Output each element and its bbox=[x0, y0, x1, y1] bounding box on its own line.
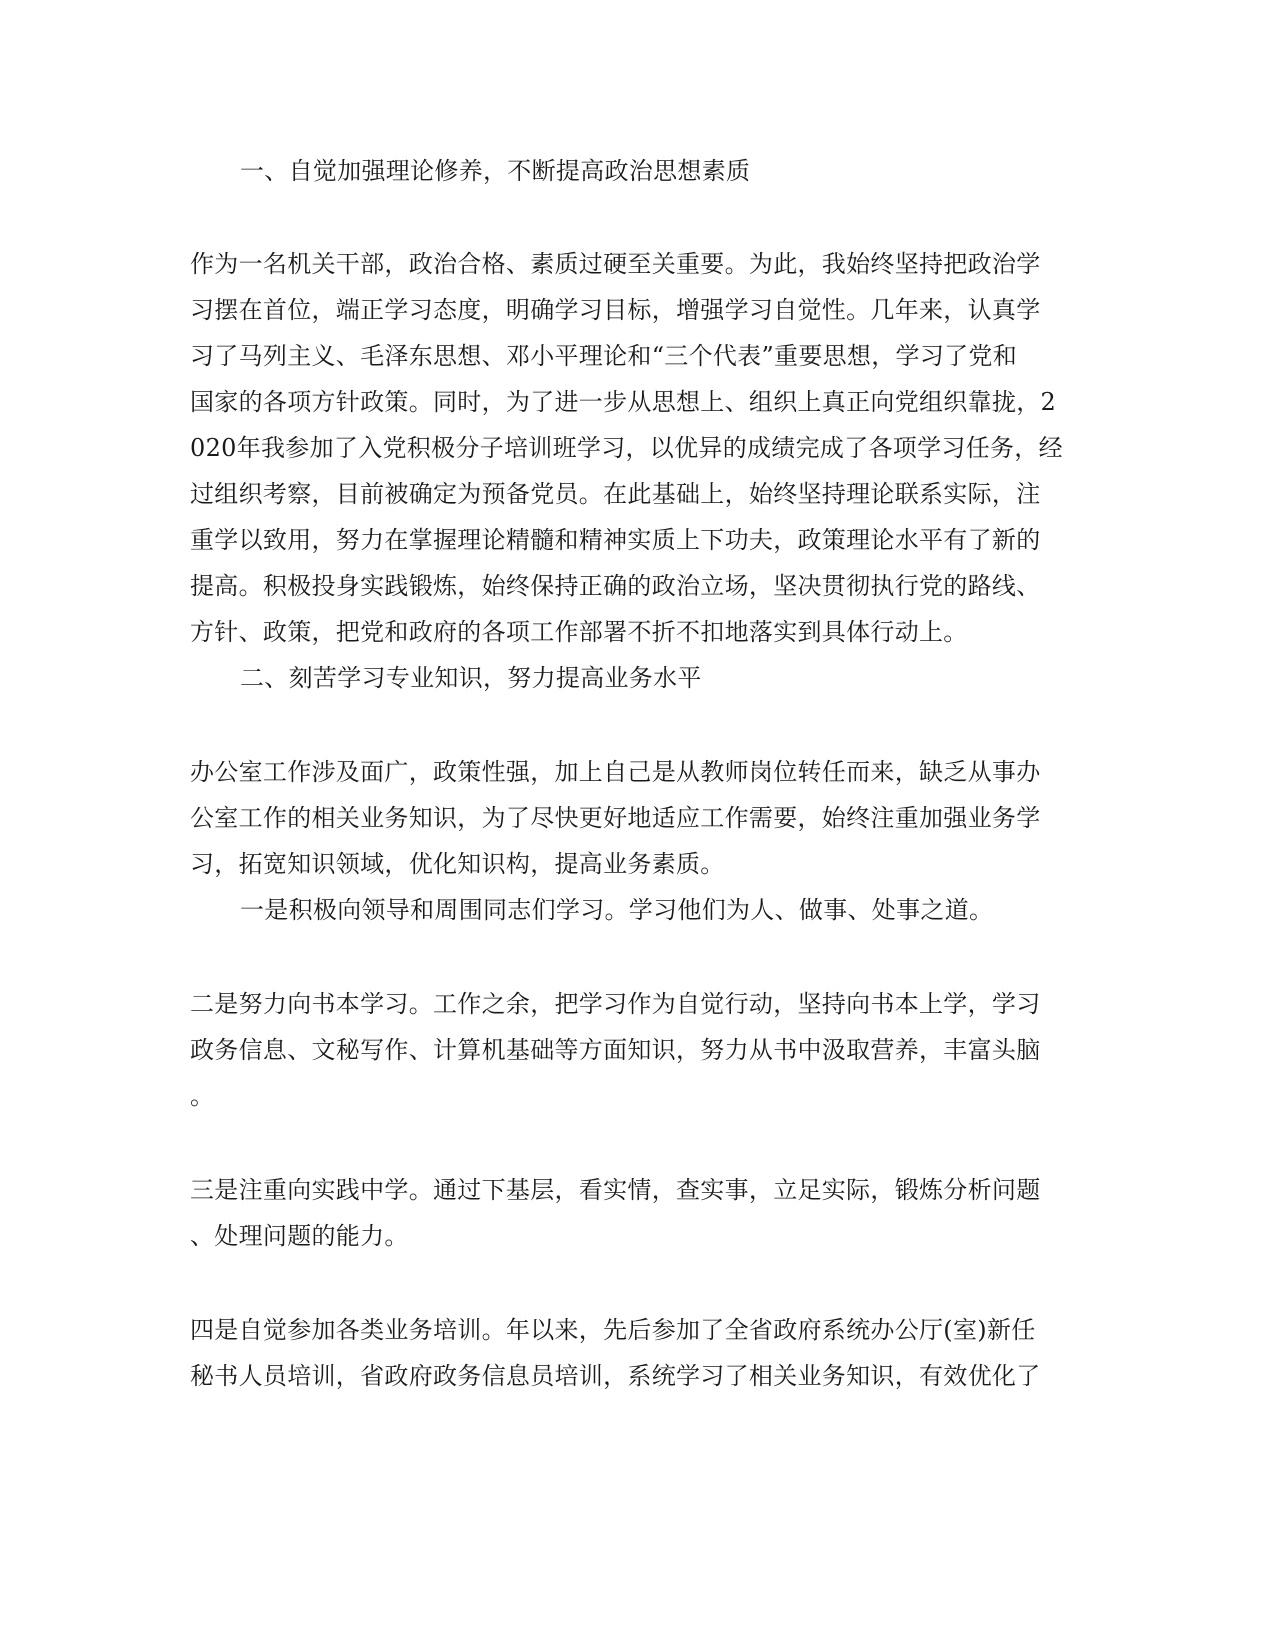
paragraph-2-line-1: 办公室工作涉及面广，政策性强，加上自己是从教师岗位转任而来，缺乏从事办 bbox=[190, 758, 1041, 786]
paragraph-1-line-4: 国家的各项方针政策。同时，为了进一步从思想上、组织上真正向党组织靠拢，2 bbox=[190, 388, 1057, 416]
list-item-2-line-1: 二是努力向书本学习。工作之余，把学习作为自觉行动，坚持向书本上学，学习 bbox=[190, 990, 1041, 1018]
paragraph-1-line-1: 作为一名机关干部，政治合格、素质过硬至关重要。为此，我始终坚持把政治学 bbox=[190, 250, 1041, 278]
paragraph-2-line-2: 公室工作的相关业务知识，为了尽快更好地适应工作需要，始终注重加强业务学 bbox=[190, 804, 1041, 832]
paragraph-1-line-9: 方针、政策，把党和政府的各项工作部署不折不扣地落实到具体行动上。 bbox=[190, 618, 968, 646]
section-heading-1: 一、自觉加强理论修养，不断提高政治思想素质 bbox=[240, 157, 751, 185]
paragraph-1-line-8: 提高。积极投身实践锻炼，始终保持正确的政治立场，坚决贯彻执行党的路线、 bbox=[190, 572, 1041, 600]
paragraph-1-line-7: 重学以致用，努力在掌握理论精髓和精神实质上下功夫，政策理论水平有了新的 bbox=[190, 526, 1041, 554]
list-item-2-line-3: 。 bbox=[190, 1082, 215, 1110]
list-item-4-line-1: 四是自觉参加各类业务培训。年以来，先后参加了全省政府系统办公厅(室)新任 bbox=[190, 1316, 1036, 1344]
list-item-3-line-1: 三是注重向实践中学。通过下基层，看实情，查实事，立足实际，锻炼分析问题 bbox=[190, 1176, 1041, 1204]
list-item-2-line-2: 政务信息、文秘写作、计算机基础等方面知识，努力从书中汲取营养，丰富头脑 bbox=[190, 1036, 1041, 1064]
list-item-4-line-2: 秘书人员培训，省政府政务信息员培训，系统学习了相关业务知识，有效优化了 bbox=[190, 1362, 1041, 1390]
paragraph-1-line-3: 习了马列主义、毛泽东思想、邓小平理论和“三个代表”重要思想，学习了党和 bbox=[190, 342, 1018, 370]
section-heading-2: 二、刻苦学习专业知识，努力提高业务水平 bbox=[240, 664, 702, 692]
paragraph-1-line-6: 过组织考察，目前被确定为预备党员。在此基础上，始终坚持理论联系实际，注 bbox=[190, 480, 1041, 508]
paragraph-1-line-5: 020年我参加了入党积极分子培训班学习，以优异的成绩完成了各项学习任务，经 bbox=[190, 434, 1063, 462]
list-item-1: 一是积极向领导和周围同志们学习。学习他们为人、做事、处事之道。 bbox=[240, 896, 994, 924]
paragraph-1-line-2: 习摆在首位，端正学习态度，明确学习目标，增强学习自觉性。几年来，认真学 bbox=[190, 296, 1041, 324]
list-item-3-line-2: 、处理问题的能力。 bbox=[190, 1222, 409, 1250]
paragraph-2-line-3: 习，拓宽知识领域，优化知识构，提高业务素质。 bbox=[190, 850, 725, 878]
